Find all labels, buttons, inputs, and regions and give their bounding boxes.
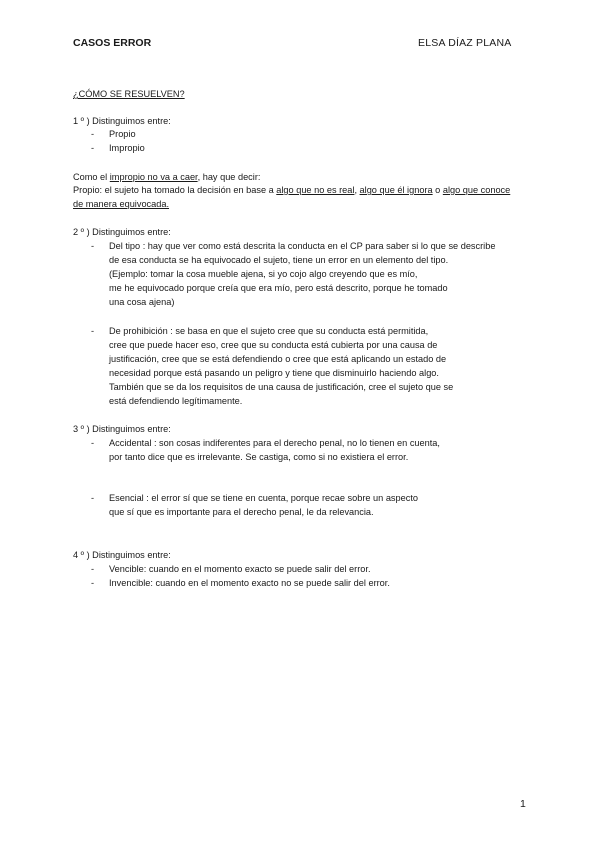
s1-item-impropio: Impropio <box>109 143 145 153</box>
text-run: Como el <box>73 172 110 182</box>
underlined-run: algo que conoce <box>442 185 511 195</box>
s1-note-line1 <box>73 171 260 185</box>
s2-tipo-line3: (Ejemplo: tomar la cosa mueble ajena, si yo cojo algo creyendo que es mío, <box>109 269 418 279</box>
s3-heading: 3 º ) Distinguimos entre: <box>73 424 171 434</box>
underlined-run: algo que no es real <box>276 185 355 195</box>
bullet-dash: - <box>91 143 95 153</box>
s3-accidental-line1: Accidental : son cosas indiferentes para el derecho penal, no lo tienen en cuenta, <box>109 438 440 448</box>
s3-accidental-line2: por tanto dice que es irrelevante. Se castiga, como si no existiera el error. <box>109 452 409 462</box>
s1-note-line3: de manera equivocada. <box>73 199 170 209</box>
s2-prohibicion-line1: De prohibición : se basa en que el sujeto cree que su conducta está permitida, <box>109 326 429 336</box>
underlined-run: algo que él ignora <box>359 185 433 195</box>
s4-item-vencible: Vencible: cuando en el momento exacto se puede salir del error. <box>109 564 371 574</box>
s2-tipo-line5: una cosa ajena) <box>109 297 175 307</box>
bullet-dash: - <box>91 129 95 139</box>
s2-heading: 2 º ) Distinguimos entre: <box>73 227 171 237</box>
bullet-dash: - <box>91 438 95 448</box>
s3-esencial-line2: que sí que es importante para el derecho penal, le da relevancia. <box>109 507 374 517</box>
text-run: o <box>432 185 443 195</box>
s2-tipo-line2: de esa conducta se ha equivocado el sujeto, tiene un error en un elemento del tipo. <box>109 255 449 265</box>
s4-heading: 4 º ) Distinguimos entre: <box>73 550 171 560</box>
underlined-run: impropio no va a caer <box>109 172 198 182</box>
bullet-dash: - <box>91 241 95 251</box>
bullet-dash: - <box>91 578 95 588</box>
text-run: , <box>354 185 360 195</box>
bullet-dash: - <box>91 564 95 574</box>
s2-prohibicion-line5: También que se da los requisitos de una causa de justificación, cree el sujeto que se <box>109 382 454 392</box>
s2-tipo-line1: Del tipo : hay que ver como está descrita la conducta en el CP para saber si lo que se describe <box>109 241 496 251</box>
s1-heading: 1 º ) Distinguimos entre: <box>73 116 171 126</box>
s2-prohibicion-line2: cree que puede hacer eso, cree que su conducta está cubierta por una causa de <box>109 340 438 350</box>
page-number: 1 <box>520 798 526 810</box>
bullet-dash: - <box>91 493 95 503</box>
header-right: ELSA DÍAZ PLANA <box>418 37 512 49</box>
s2-prohibicion-line4: necesidad porque está pasando un peligro y tiene que disminuirlo haciendo algo. <box>109 368 439 378</box>
s2-prohibicion-line3: justificación, cree que se está defendiendo o cree que está aplicando un estado de <box>109 354 447 364</box>
text-run: Propio: el sujeto ha tomado la decisión en base a <box>73 185 277 195</box>
s4-item-invencible: Invencible: cuando en el momento exacto no se puede salir del error. <box>109 578 390 588</box>
s1-item-propio: Propio <box>109 129 136 139</box>
s2-tipo-line4: me he equivocado porque creía que era mío, pero está descrito, porque he tomado <box>109 283 448 293</box>
page-title: ¿CÓMO SE RESUELVEN? <box>73 89 185 99</box>
bullet-dash: - <box>91 326 95 336</box>
s1-note-line2 <box>73 184 510 198</box>
text-run: , hay que decir: <box>197 172 261 182</box>
s3-esencial-line1: Esencial : el error sí que se tiene en cuenta, porque recae sobre un aspecto <box>109 493 418 503</box>
s2-prohibicion-line6: está defendiendo legítimamente. <box>109 396 243 406</box>
header-left: CASOS ERROR <box>73 37 152 49</box>
